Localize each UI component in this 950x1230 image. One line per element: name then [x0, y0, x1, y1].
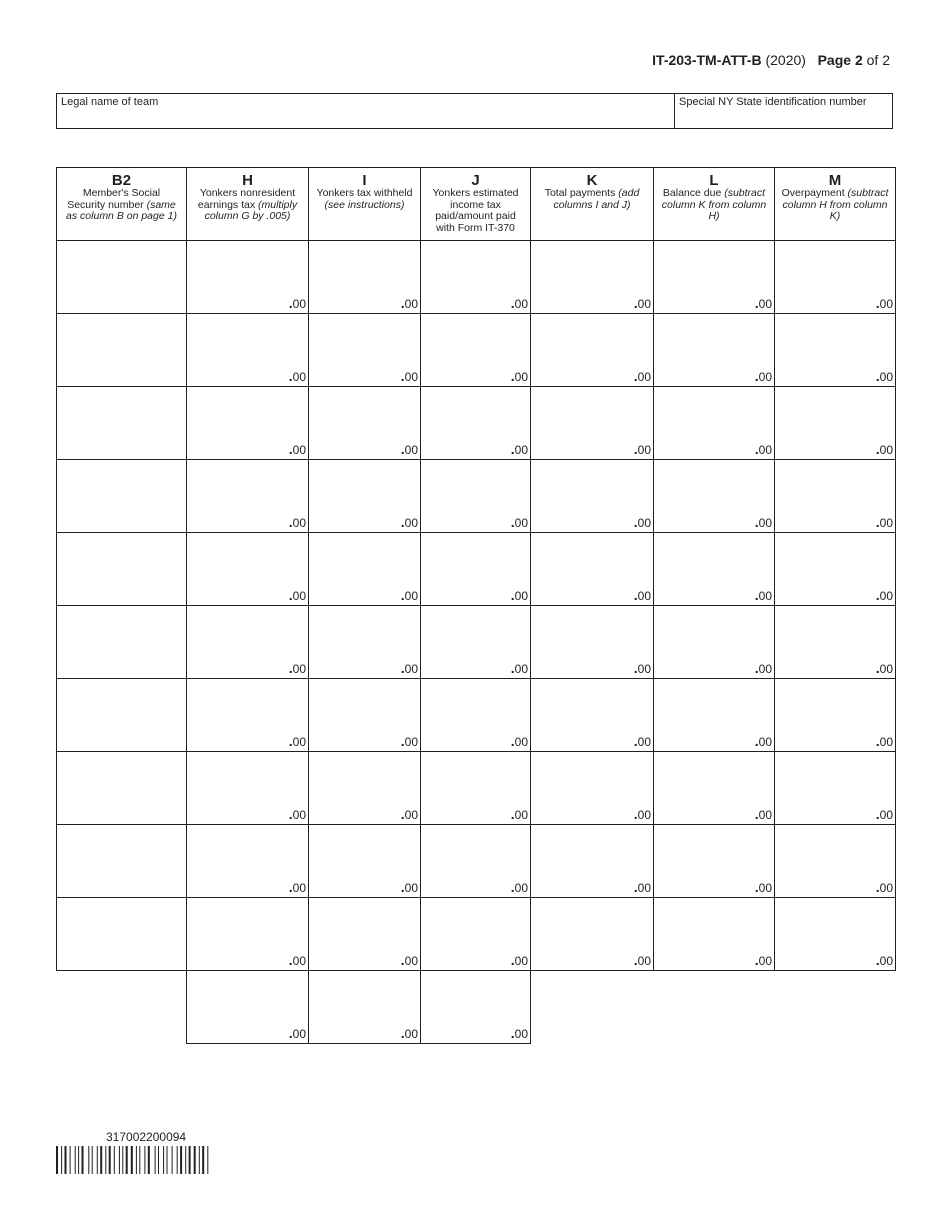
column-description: Overpayment (subtract column H from column K): [781, 187, 889, 222]
table-row: [57, 460, 896, 533]
decimal-point: .: [754, 733, 759, 749]
cents-suffix: 00: [514, 370, 528, 384]
column-header-i: [309, 168, 421, 241]
barcode-bar: [122, 1146, 123, 1174]
decimal-point: .: [400, 660, 405, 676]
decimal-point: .: [400, 733, 405, 749]
cents-suffix: 00: [879, 881, 893, 895]
barcode-bar: [185, 1146, 186, 1174]
decimal-point: .: [754, 587, 759, 603]
decimal-point: .: [288, 733, 293, 749]
amount-cell[interactable]: [531, 533, 654, 606]
cents-suffix: 00: [758, 297, 772, 311]
column-description: Yonkers estimated income tax paid/amount paid with Form IT-370: [432, 187, 519, 234]
decimal-point: .: [510, 733, 515, 749]
form-id: IT-203-TM-ATT-B: [652, 52, 762, 68]
column-description: Balance due (subtract column K from column H): [661, 187, 767, 222]
cents-suffix: 00: [637, 881, 651, 895]
cents-suffix: 00: [404, 954, 418, 968]
column-letter: J: [471, 172, 480, 189]
amount-cell[interactable]: [775, 606, 896, 679]
page-word: Page: [817, 52, 852, 68]
amount-cell[interactable]: [775, 387, 896, 460]
amount-cell[interactable]: [531, 314, 654, 387]
amount-cell[interactable]: [421, 460, 531, 533]
barcode-bar: [199, 1146, 200, 1174]
form-header: [652, 52, 890, 68]
barcode-bar: [97, 1146, 98, 1174]
cents-suffix: 00: [514, 954, 528, 968]
amount-cell[interactable]: [187, 825, 309, 898]
barcode-bar: [207, 1146, 208, 1174]
cents-suffix: 00: [404, 370, 418, 384]
decimal-point: .: [400, 1025, 405, 1041]
cents-suffix: 00: [758, 808, 772, 822]
barcode-number: 317002200094: [106, 1130, 187, 1144]
column-description: Yonkers nonresident earnings tax (multiply column G by .005): [197, 187, 298, 222]
cents-suffix: 00: [514, 297, 528, 311]
decimal-point: .: [288, 441, 293, 457]
amount-cell[interactable]: [421, 825, 531, 898]
decimal-point: .: [400, 952, 405, 968]
cents-suffix: 00: [292, 954, 306, 968]
decimal-point: .: [875, 660, 880, 676]
amount-cell[interactable]: [421, 752, 531, 825]
barcode-bar: [70, 1146, 71, 1174]
amount-cell[interactable]: [187, 898, 309, 971]
decimal-point: .: [633, 806, 638, 822]
amount-cell[interactable]: [187, 606, 309, 679]
amount-cell[interactable]: [531, 752, 654, 825]
cents-suffix: 00: [637, 443, 651, 457]
cents-suffix: 00: [404, 589, 418, 603]
amount-cell[interactable]: [187, 241, 309, 314]
cents-suffix: 00: [514, 735, 528, 749]
cents-suffix: 00: [879, 297, 893, 311]
decimal-point: .: [633, 295, 638, 311]
form-year: (2020): [765, 52, 806, 68]
cents-suffix: 00: [758, 735, 772, 749]
barcode-bar: [139, 1146, 140, 1174]
column-header-h: [187, 168, 309, 241]
decimal-point: .: [288, 1025, 293, 1041]
amount-cell[interactable]: [775, 898, 896, 971]
decimal-point: .: [633, 587, 638, 603]
table-row: [57, 533, 896, 606]
barcode-bar: [114, 1146, 115, 1174]
barcode-bar: [65, 1146, 67, 1174]
barcode-bar: [148, 1146, 150, 1174]
decimal-point: .: [510, 295, 515, 311]
cents-suffix: 00: [879, 443, 893, 457]
decimal-point: .: [875, 514, 880, 530]
ssn-cell[interactable]: [57, 533, 187, 606]
cents-suffix: 00: [879, 589, 893, 603]
decimal-point: .: [875, 806, 880, 822]
decimal-point: .: [754, 514, 759, 530]
totals-row: [57, 971, 896, 1044]
column-note: (see instructions): [324, 198, 405, 211]
barcode-bar: [167, 1146, 168, 1174]
cents-suffix: 00: [758, 881, 772, 895]
table-row: [57, 898, 896, 971]
amount-cell[interactable]: [775, 533, 896, 606]
amount-cell[interactable]: [309, 241, 421, 314]
amount-cell[interactable]: [309, 314, 421, 387]
column-header-j: [421, 168, 531, 241]
cents-suffix: 00: [514, 881, 528, 895]
amount-cell[interactable]: [309, 825, 421, 898]
cents-suffix: 00: [637, 808, 651, 822]
amount-cell[interactable]: [187, 533, 309, 606]
decimal-point: .: [288, 806, 293, 822]
barcode-bar: [177, 1146, 178, 1174]
amount-cell[interactable]: [421, 314, 531, 387]
barcode-bar: [136, 1146, 137, 1174]
ssn-cell[interactable]: [57, 679, 187, 752]
amount-cell[interactable]: [775, 752, 896, 825]
decimal-point: .: [633, 733, 638, 749]
table-header-row: [57, 168, 896, 241]
decimal-point: .: [754, 952, 759, 968]
ssn-cell[interactable]: [57, 606, 187, 679]
amount-cell[interactable]: [531, 241, 654, 314]
ssn-cell[interactable]: [57, 752, 187, 825]
decimal-point: .: [288, 587, 293, 603]
barcode-bar: [131, 1146, 133, 1174]
decimal-point: .: [633, 368, 638, 384]
cents-suffix: 00: [292, 589, 306, 603]
page-number: 2: [854, 52, 863, 68]
column-note: (same as column B on page 1): [66, 198, 177, 222]
decimal-point: .: [288, 295, 293, 311]
amount-cell[interactable]: [187, 314, 309, 387]
decimal-point: .: [510, 660, 515, 676]
special-id-label: Special NY State identification number: [679, 96, 867, 108]
cents-suffix: 00: [637, 589, 651, 603]
barcode-bar: [100, 1146, 102, 1174]
barcode-bar: [172, 1146, 173, 1174]
amount-cell[interactable]: [531, 898, 654, 971]
cents-suffix: 00: [404, 1027, 418, 1041]
column-header-b2: [57, 168, 187, 241]
barcode-bar: [109, 1146, 111, 1174]
decimal-point: .: [754, 368, 759, 384]
cents-suffix: 00: [758, 662, 772, 676]
cents-suffix: 00: [404, 808, 418, 822]
column-letter: K: [586, 172, 598, 189]
column-note: (subtract column H from column K): [782, 187, 889, 222]
cents-suffix: 00: [637, 370, 651, 384]
barcode-bar: [189, 1146, 191, 1174]
cents-suffix: 00: [758, 443, 772, 457]
cents-suffix: 00: [292, 516, 306, 530]
amount-cell[interactable]: [187, 460, 309, 533]
amount-cell[interactable]: [187, 679, 309, 752]
table-row: [57, 679, 896, 752]
amount-cell[interactable]: [309, 606, 421, 679]
ssn-cell[interactable]: [57, 387, 187, 460]
amount-cell[interactable]: [775, 679, 896, 752]
decimal-point: .: [875, 952, 880, 968]
amount-cell[interactable]: [654, 533, 775, 606]
decimal-point: .: [288, 879, 293, 895]
cents-suffix: 00: [292, 297, 306, 311]
decimal-point: .: [510, 587, 515, 603]
decimal-point: .: [510, 806, 515, 822]
amount-cell[interactable]: [309, 971, 421, 1044]
barcode-bar: [119, 1146, 120, 1174]
column-description: Member's Social Security number (same as column B on page 1): [66, 187, 177, 222]
column-note: (add columns I and J): [553, 187, 640, 211]
cents-suffix: 00: [514, 1027, 528, 1041]
column-header-k: [531, 168, 654, 241]
amount-cell[interactable]: [309, 898, 421, 971]
decimal-point: .: [510, 368, 515, 384]
cents-suffix: 00: [514, 443, 528, 457]
decimal-point: .: [510, 1025, 515, 1041]
legal-name-label: Legal name of team: [61, 96, 159, 108]
cents-suffix: 00: [292, 443, 306, 457]
decimal-point: .: [510, 879, 515, 895]
decimal-point: .: [510, 952, 515, 968]
barcode-bar: [126, 1146, 128, 1174]
page-total: of 2: [866, 52, 890, 68]
decimal-point: .: [875, 368, 880, 384]
cents-suffix: 00: [514, 662, 528, 676]
barcode-bar: [144, 1146, 145, 1174]
decimal-point: .: [288, 660, 293, 676]
amount-cell[interactable]: [187, 971, 309, 1044]
barcode-bar: [56, 1146, 58, 1174]
column-letter: L: [709, 172, 719, 189]
cents-suffix: 00: [879, 516, 893, 530]
amount-cell[interactable]: [421, 241, 531, 314]
amount-cell[interactable]: [531, 460, 654, 533]
blank-cell: [775, 971, 896, 1044]
amount-cell[interactable]: [654, 606, 775, 679]
cents-suffix: 00: [404, 443, 418, 457]
decimal-point: .: [633, 660, 638, 676]
decimal-point: .: [754, 806, 759, 822]
cents-suffix: 00: [637, 297, 651, 311]
column-header-m: [775, 168, 896, 241]
decimal-point: .: [875, 733, 880, 749]
cents-suffix: 00: [514, 516, 528, 530]
column-description: Yonkers tax withheld (see instructions): [316, 187, 413, 211]
cents-suffix: 00: [404, 735, 418, 749]
decimal-point: .: [875, 879, 880, 895]
cents-suffix: 00: [292, 662, 306, 676]
cents-suffix: 00: [758, 589, 772, 603]
table-row: [57, 241, 896, 314]
cents-suffix: 00: [404, 297, 418, 311]
decimal-point: .: [754, 441, 759, 457]
amount-cell[interactable]: [531, 606, 654, 679]
decimal-point: .: [633, 879, 638, 895]
column-letter: B2: [111, 172, 132, 189]
amount-cell[interactable]: [309, 387, 421, 460]
amount-cell[interactable]: [421, 898, 531, 971]
column-note: (multiply column G by .005): [204, 198, 298, 222]
decimal-point: .: [754, 660, 759, 676]
table-row: [57, 825, 896, 898]
decimal-point: .: [875, 587, 880, 603]
decimal-point: .: [400, 879, 405, 895]
column-header-l: [654, 168, 775, 241]
decimal-point: .: [400, 806, 405, 822]
column-letter: H: [242, 172, 253, 189]
amount-cell[interactable]: [187, 752, 309, 825]
amount-cell[interactable]: [654, 387, 775, 460]
barcode-bar: [82, 1146, 84, 1174]
amount-cell[interactable]: [309, 752, 421, 825]
team-name-box: [56, 93, 893, 129]
barcode-bar: [194, 1146, 196, 1174]
column-description: Total payments (add columns I and J): [544, 187, 640, 211]
amount-cell[interactable]: [654, 679, 775, 752]
amount-cell[interactable]: [421, 387, 531, 460]
member-table: [56, 167, 896, 1044]
amount-cell[interactable]: [187, 387, 309, 460]
amount-cell[interactable]: [421, 606, 531, 679]
decimal-point: .: [633, 952, 638, 968]
barcode-bar: [180, 1146, 182, 1174]
cents-suffix: 00: [404, 662, 418, 676]
ssn-cell[interactable]: [57, 825, 187, 898]
amount-cell[interactable]: [309, 533, 421, 606]
cents-suffix: 00: [514, 589, 528, 603]
cents-suffix: 00: [404, 516, 418, 530]
amount-cell[interactable]: [775, 825, 896, 898]
decimal-point: .: [400, 441, 405, 457]
barcode-bar: [163, 1146, 164, 1174]
decimal-point: .: [400, 368, 405, 384]
decimal-point: .: [400, 295, 405, 311]
ssn-cell[interactable]: [57, 898, 187, 971]
column-letter: M: [828, 172, 842, 189]
cents-suffix: 00: [514, 808, 528, 822]
blank-cell: [531, 971, 654, 1044]
amount-cell[interactable]: [654, 241, 775, 314]
barcode-bar: [92, 1146, 93, 1174]
decimal-point: .: [288, 514, 293, 530]
decimal-point: .: [875, 441, 880, 457]
amount-cell[interactable]: [775, 460, 896, 533]
cents-suffix: 00: [292, 881, 306, 895]
decimal-point: .: [875, 295, 880, 311]
cents-suffix: 00: [292, 370, 306, 384]
amount-cell[interactable]: [531, 825, 654, 898]
column-note: (subtract column K from column H): [661, 187, 767, 222]
amount-cell[interactable]: [309, 679, 421, 752]
decimal-point: .: [288, 952, 293, 968]
cents-suffix: 00: [758, 370, 772, 384]
decimal-point: .: [510, 441, 515, 457]
blank-cell: [57, 971, 187, 1044]
barcode-bar: [75, 1146, 76, 1174]
table-row: [57, 606, 896, 679]
cents-suffix: 00: [637, 516, 651, 530]
table-row: [57, 387, 896, 460]
amount-cell[interactable]: [309, 460, 421, 533]
barcode-bar: [202, 1146, 204, 1174]
table-row: [57, 752, 896, 825]
barcode-bar: [158, 1146, 159, 1174]
amount-cell[interactable]: [421, 533, 531, 606]
barcode-bar: [61, 1146, 62, 1174]
barcode-bar: [78, 1146, 79, 1174]
barcode-image: [56, 1146, 240, 1174]
decimal-point: .: [400, 587, 405, 603]
ssn-cell[interactable]: [57, 241, 187, 314]
decimal-point: .: [754, 879, 759, 895]
cents-suffix: 00: [637, 662, 651, 676]
cents-suffix: 00: [637, 735, 651, 749]
cents-suffix: 00: [292, 1027, 306, 1041]
barcode-bar: [155, 1146, 156, 1174]
decimal-point: .: [510, 514, 515, 530]
decimal-point: .: [288, 368, 293, 384]
amount-cell[interactable]: [654, 825, 775, 898]
ssn-cell[interactable]: [57, 460, 187, 533]
cents-suffix: 00: [879, 662, 893, 676]
amount-cell[interactable]: [531, 679, 654, 752]
cents-suffix: 00: [404, 881, 418, 895]
amount-cell[interactable]: [654, 460, 775, 533]
column-letter: I: [362, 172, 367, 189]
barcode-bar: [88, 1146, 89, 1174]
cents-suffix: 00: [292, 808, 306, 822]
cents-suffix: 00: [879, 735, 893, 749]
table-row: [57, 314, 896, 387]
decimal-point: .: [633, 441, 638, 457]
barcode-bar: [105, 1146, 106, 1174]
cents-suffix: 00: [879, 370, 893, 384]
amount-cell[interactable]: [531, 387, 654, 460]
cents-suffix: 00: [758, 954, 772, 968]
cents-suffix: 00: [879, 954, 893, 968]
ssn-cell[interactable]: [57, 314, 187, 387]
cents-suffix: 00: [879, 808, 893, 822]
decimal-point: .: [400, 514, 405, 530]
amount-cell[interactable]: [421, 679, 531, 752]
amount-cell[interactable]: [775, 241, 896, 314]
amount-cell[interactable]: [654, 752, 775, 825]
cents-suffix: 00: [637, 954, 651, 968]
amount-cell[interactable]: [775, 314, 896, 387]
blank-cell: [654, 971, 775, 1044]
decimal-point: .: [754, 295, 759, 311]
amount-cell[interactable]: [654, 314, 775, 387]
amount-cell[interactable]: [421, 971, 531, 1044]
cents-suffix: 00: [292, 735, 306, 749]
decimal-point: .: [633, 514, 638, 530]
cents-suffix: 00: [758, 516, 772, 530]
amount-cell[interactable]: [654, 898, 775, 971]
name-box-divider: [674, 94, 675, 128]
